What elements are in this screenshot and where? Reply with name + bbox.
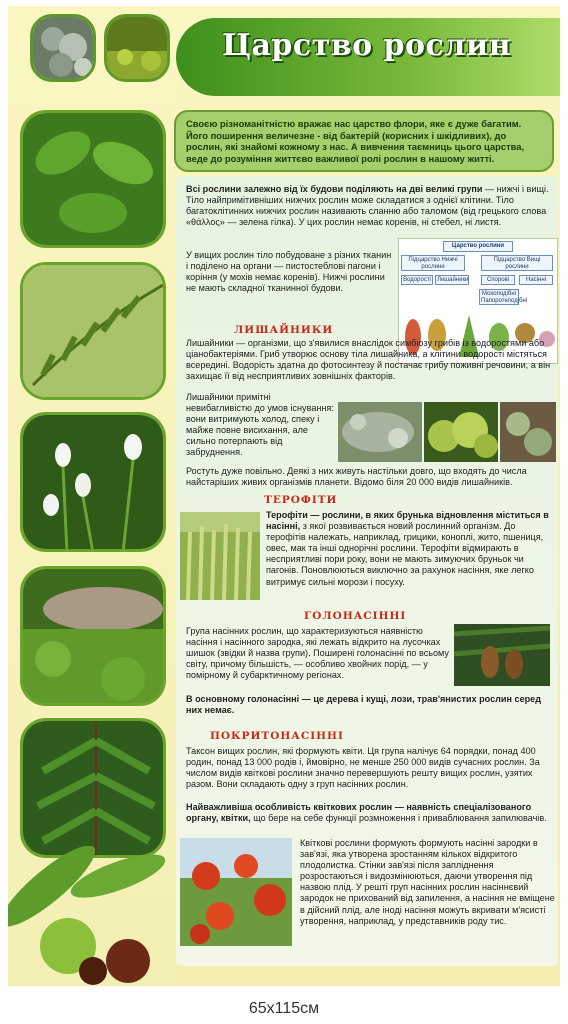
terophytes-heading: ТЕРОФІТИ xyxy=(264,494,338,506)
groups-lead: Всі рослини залежно від їх будови поділяють на дві великі групи xyxy=(186,184,483,194)
lichens-paragraph-3: Ростуть дуже повільно. Деякі з них живуть настільки довго, що входять до числа найстаріших живих організмів планети. Відомо біля 20 000 видів лишайників. xyxy=(186,466,527,488)
poppy-photo xyxy=(180,838,292,946)
angiosperms-bold: Найважливіша особливість квіткових рослин — наявність спеціалізованого органу, квітки, xyxy=(186,802,532,824)
diagram-root: Царство рослини xyxy=(443,241,513,252)
chestnut-decoration xyxy=(8,846,178,986)
size-caption: 65x115см xyxy=(248,1000,320,1017)
intro-box: Своєю різноманітністю вражає нас царство флори, яке є дуже багатим. Його поширення величезне - від бактерій (корисних і шкідливих), до рослин, які знайомі кожному з нас. А вивчення таємниць цього царства, веде до розуміння життєво важливої ролі рослин в нашому житті. xyxy=(174,110,554,172)
diagram-seed: Насінні xyxy=(519,275,553,285)
angiosperms-heading: ПОКРИТОНАСІННІ xyxy=(210,730,344,742)
diagram-lichens: Лишайники xyxy=(437,277,469,283)
diagram-algae: Водорості xyxy=(401,275,433,285)
leaf-lichen-photo xyxy=(500,402,556,462)
angiosperms-paragraph-2 xyxy=(186,802,558,824)
poster xyxy=(8,6,560,986)
gymnosperms-heading: ГОЛОНАСІННІ xyxy=(304,610,407,622)
terophytes-paragraph xyxy=(266,510,556,588)
angiosperms-paragraph-1: Таксон вищих рослин, які формують квіти. Ця група налічує 64 порядки, понад 400 родин, понад 13 000 родів і, ймовірно, не менше 250 000 видів сучасних рослин. За числом видів квіткові рослини значно перевершують решту вищих рослин, узятих разом. Вони складають одну з груп насінних рослин. xyxy=(186,746,540,790)
terophytes-text: з якої розвивається новий рослинний організм. До терофітів належать, наприклад, грицики, коноплі, жито, пшениця, овес, мак та інші однорічні рослини. Терофіти відмирають в несприятливі пори року, вони не мають зимуючих бруньок чи пагонів. Поновлюються виключно за рахунок насіння, яке легко витримує сильні морози і посуху. xyxy=(266,521,544,587)
reindeer-lichen-photo xyxy=(424,402,498,462)
moss-thumbnail xyxy=(104,14,170,82)
groups-rest: — нижчі і вищі. Тіло найпримітивніших нижчих рослин може складатися з однієї клітини. Тіло багатоклітинних нижчих рослин називають сланню або таломом (від грецького слова «θάλλος» — зелена гілка). У цих рослин немає коренів, ні стебел, ні листя. xyxy=(186,184,549,228)
fern-photo xyxy=(20,262,166,400)
page-title: Царство рослин xyxy=(222,28,512,63)
diagram-mosses: Мохоподібні Папоротеподібні xyxy=(481,291,528,304)
fir-branch-photo xyxy=(20,718,166,858)
lichens-heading: ЛИШАЙНИКИ xyxy=(234,324,334,336)
groups-paragraph-1 xyxy=(186,184,558,228)
angiosperms-paragraph-3: Квіткові рослини формують формують насінні зародки в зав'язі, яка утворена зростанням кількох відкритого плодолистка. Стінки зав'язі після запліднення розростаються і видозмінюються, даючи утворення під назвою плід. У решті груп насінних рослин насіннєвий зародок не прихований від запилення, а насіння не вміщене в дійсний плід, але іноді насіння можуть вкривати м'ясисті утворення, наприклад, у представників роду тис. xyxy=(300,838,555,926)
wheat-photo xyxy=(180,512,260,600)
angiosperms-text-2: що бере на себе функції розмноження і приваблювання запилювачів. xyxy=(253,813,547,824)
nettle-photo xyxy=(20,110,166,248)
diagram-higher: Підцарство Вищі рослини xyxy=(481,255,553,271)
gymnosperms-paragraph: Група насінних рослин, що характеризуються наявністю насіння і насінного зародка, які лежать відкрито на лусочках шишок (звідки й назва групи). Поширені голонасінні по всьому світу, причому більшість, — особливо хвойних порід, — у помірному й субарктичному регіонах. xyxy=(186,626,449,681)
terophytes-lead: Терофіти — рослини, в яких брунька відновлення міститься в насінні, xyxy=(266,510,549,532)
moss-rock-photo xyxy=(20,566,166,706)
gymnosperms-bold: В основному голонасінні — це дерева і кущі, лози, трав'янистих рослин серед них немає. xyxy=(186,694,542,716)
lichen-thumbnail xyxy=(30,14,96,82)
diagram-lower: Підцарство Нижчі рослини xyxy=(401,255,465,271)
snowdrop-photo xyxy=(20,412,166,552)
groups-paragraph-2: У вищих рослин тіло побудоване з різних тканин і поділено на органи — пистостеблові пагони і коріння (у мохів немає коренів). Нижчі рослини не мають складної тканинної будови. xyxy=(186,250,392,294)
lichens-text-1: Лишайники — організми, що з'явилися внаслідок симбіозу грибів із водоростями або ціанобактеріями. Гриб утворює основу тіла лишайника, а клітини водорості містяться всередині. Водорість здатна до фотосинтезу й постачає грибу поживні речовини, а він захищає її від несприятливих зовнішніх факторів. xyxy=(186,338,551,382)
pine-cone-photo xyxy=(454,624,550,686)
lichen-rock-photo xyxy=(338,402,422,462)
diagram-spore: Спорові xyxy=(481,275,515,285)
lichens-paragraph-1 xyxy=(186,338,558,382)
lichens-paragraph-2: Лишайники примітні невибагливістю до умов існування: вони витримують холод, спеку і майже повне висихання, але сильно потерпають від забруднення. xyxy=(186,392,334,458)
